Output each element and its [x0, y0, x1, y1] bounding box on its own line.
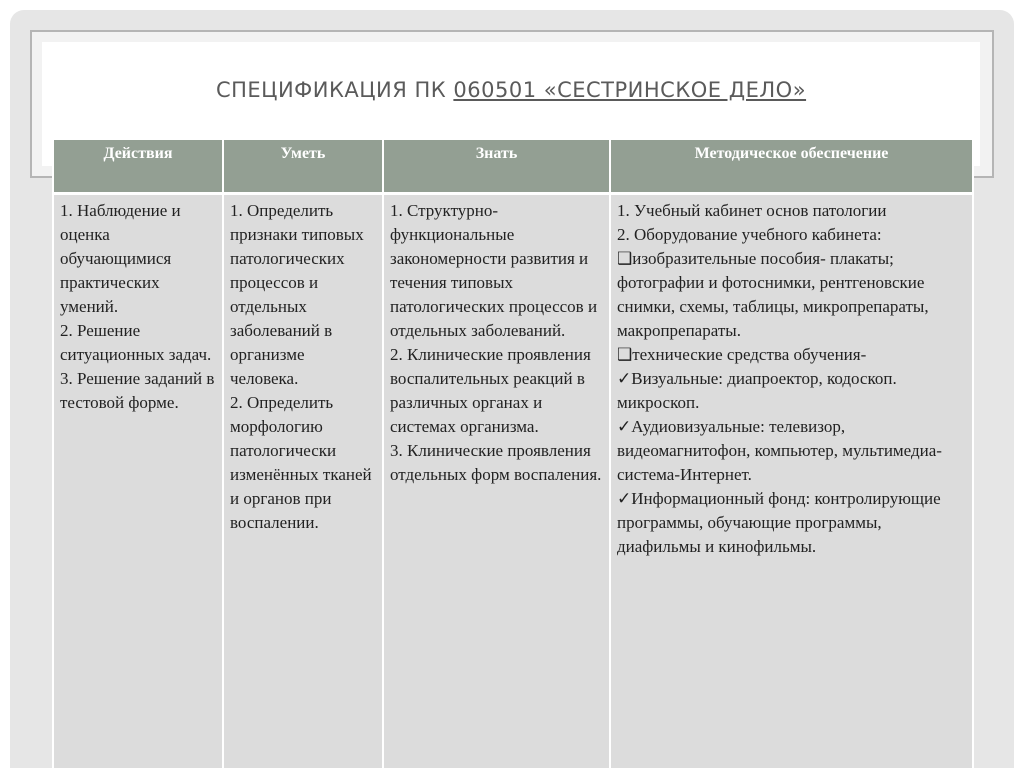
cell-actions — [53, 194, 223, 768]
list-item: 3. Клинические проявления отдельных форм воспаления. — [390, 441, 602, 484]
header-methodical-support: Методическое обеспечение — [610, 140, 973, 194]
list-item: 2. Оборудование учебного кабинета: — [617, 225, 882, 244]
list-item: ✓Визуальные: диапроектор, кодоскоп. микроскоп. — [617, 369, 897, 412]
list-item: 2. Определить морфологию патологически изменённых тканей и органов при воспалении. — [230, 393, 372, 532]
header-knowledge: Знать — [383, 140, 610, 194]
list-item: 1. Структурно-функциональные закономерности развития и течения типовых патологических процессов и отдельных заболеваний. — [390, 201, 598, 340]
list-item: 2. Клинические проявления воспалительных реакций в различных органах и системах организма. — [390, 345, 591, 436]
table-row — [53, 194, 973, 768]
list-item: ✓Информационный фонд: контролирующие программы, обучающие программы, диафильмы и кинофильмы. — [617, 489, 941, 556]
slide-title — [42, 78, 980, 102]
list-item: 3. Решение заданий в тестовой форме. — [60, 369, 215, 412]
cell-knowledge — [383, 194, 610, 768]
header-skills: Уметь — [223, 140, 383, 194]
header-actions: Действия — [53, 140, 223, 194]
list-item: 1. Определить признаки типовых патологических процессов и отдельных заболеваний в организме человека. — [230, 201, 364, 388]
title-code: 060501 «СЕСТРИНСКОЕ ДЕЛО» — [453, 78, 807, 102]
specification-table — [52, 140, 974, 768]
table-header-row — [53, 140, 973, 194]
specification-table-wrap — [52, 140, 972, 768]
list-item: 1. Учебный кабинет основ патологии — [617, 201, 887, 220]
title-prefix: СПЕЦИФИКАЦИЯ ПК — [215, 78, 454, 102]
list-item: ❑технические средства обучения- — [617, 345, 867, 364]
list-item: ❑изобразительные пособия- плакаты; фотографии и фотоснимки, рентгеновские снимки, схемы, таблицы, микропрепараты, макропрепараты. — [617, 249, 929, 340]
list-item: ✓Аудиовизуальные: телевизор, видеомагнитофон, компьютер, мультимедиа-система-Интернет. — [617, 417, 942, 484]
list-item: 2. Решение ситуационных задач. — [60, 321, 212, 364]
cell-skills — [223, 194, 383, 768]
list-item: 1. Наблюдение и оценка обучающимися практических умений. — [60, 201, 181, 316]
cell-methodical-support — [610, 194, 973, 768]
